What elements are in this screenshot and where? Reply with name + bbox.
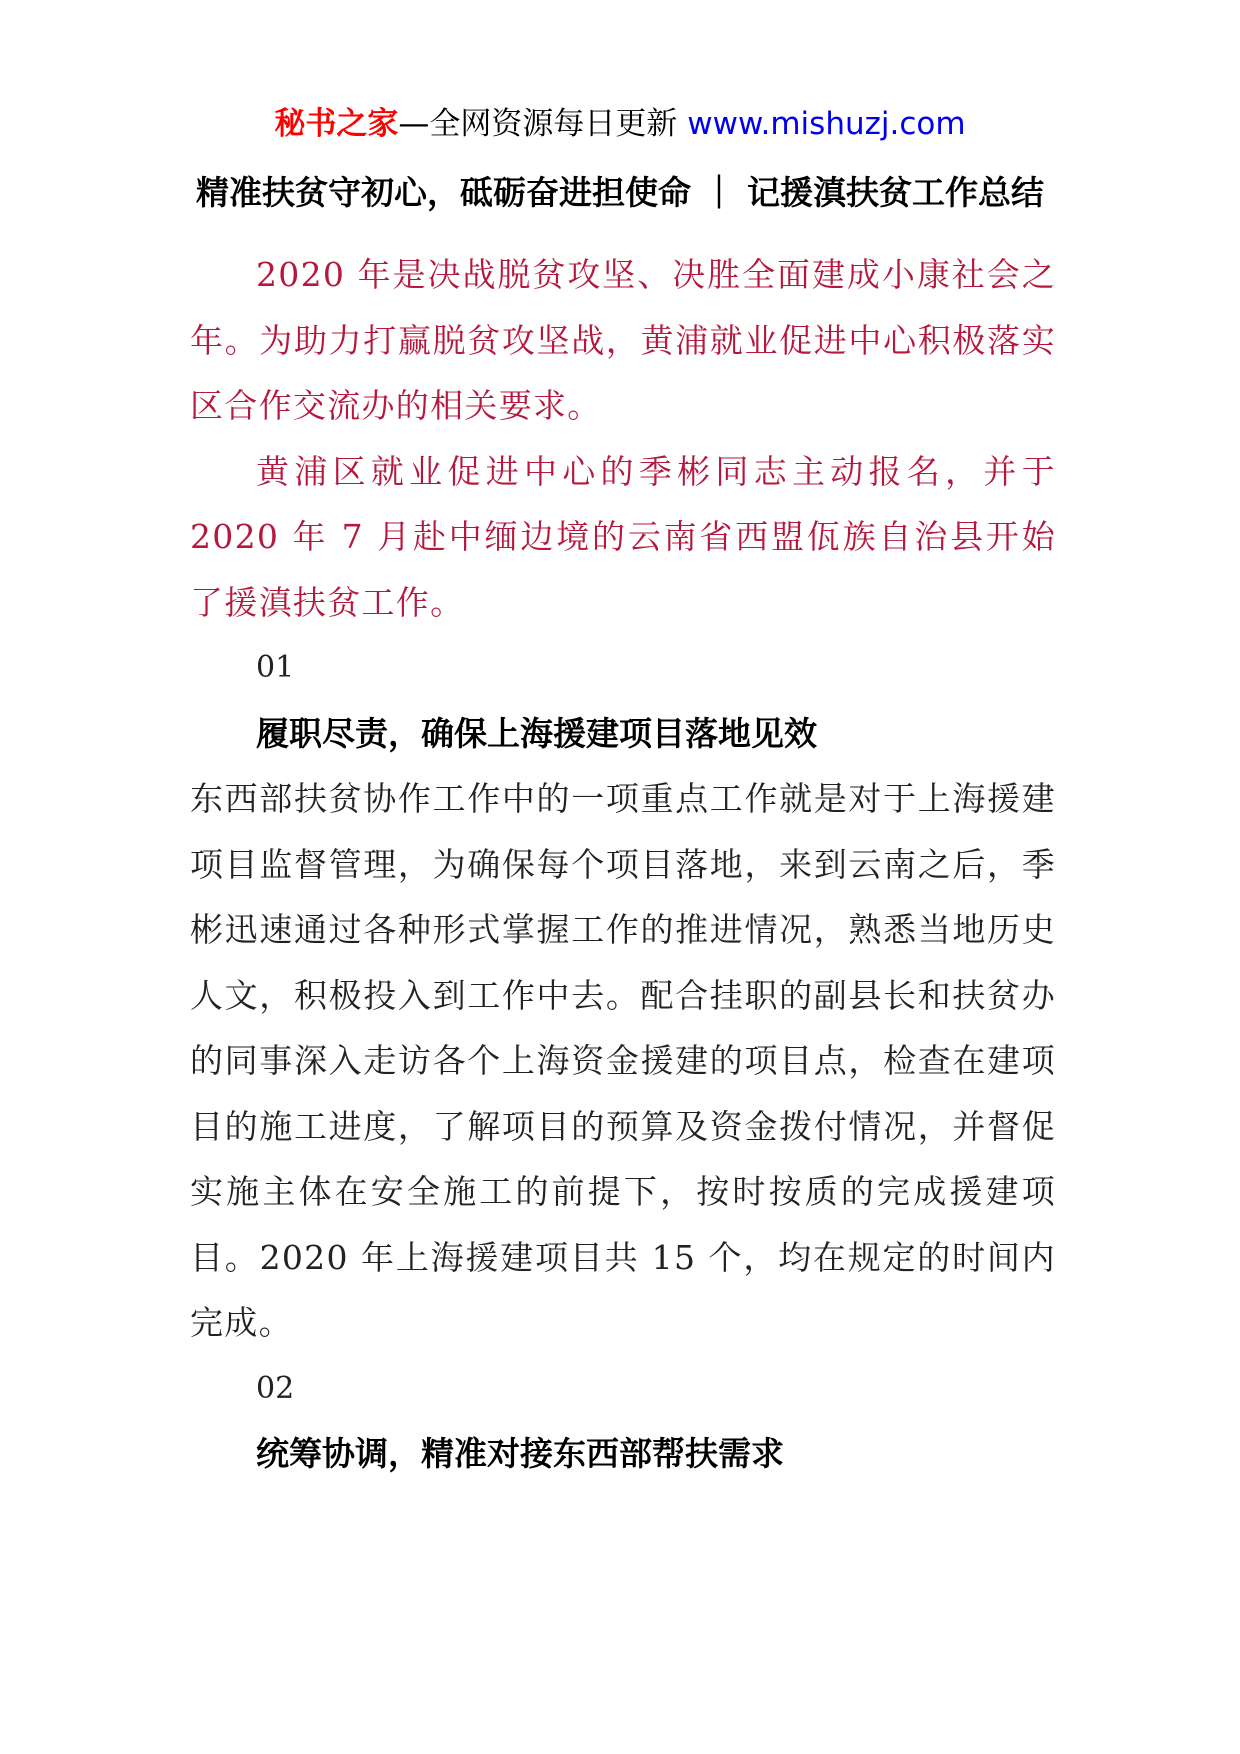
section-number: 01 bbox=[256, 650, 295, 685]
section-heading: 统筹协调，精准对接东西部帮扶需求 bbox=[256, 1434, 784, 1473]
site-header bbox=[0, 98, 1240, 150]
site-slogan: —全网资源每日更新 bbox=[398, 106, 688, 142]
site-url-link[interactable]: www.mishuzj.com bbox=[687, 106, 966, 142]
brand-name: 秘书之家 bbox=[274, 106, 399, 142]
document-body bbox=[190, 242, 1056, 1487]
section-body: 东西部扶贫协作工作中的一项重点工作就是对于上海援建项目监督管理，为确保每个项目落地，来到云南之后，季彬迅速通过各种形式掌握工作的推进情况，熟悉当地历史人文，积极投入到工作中去。配合挂职的副县长和扶贫办的同事深入走访各个上海资金援建的项目点，检查在建项目的施工进度，了解项目的预算及资金拨付情况，并督促实施主体在安全施工的前提下，按时按质的完成援建项目。2020 年上海援建项目共 15 个，均在规定的时间内完成。 bbox=[190, 779, 1056, 1342]
intro-paragraph: 2020 年是决战脱贫攻坚、决胜全面建成小康社会之年。为助力打赢脱贫攻坚战，黄浦就业促进中心积极落实区合作交流办的相关要求。 bbox=[190, 255, 1056, 425]
intro-paragraph: 黄浦区就业促进中心的季彬同志主动报名，并于 2020 年 7 月赴中缅边境的云南省西盟佤族自治县开始了援滇扶贫工作。 bbox=[190, 451, 1056, 622]
document-title: 精准扶贫守初心，砥砺奋进担使命 ｜ 记援滇扶贫工作总结 bbox=[196, 173, 1044, 212]
section-number: 02 bbox=[256, 1370, 295, 1406]
section-heading: 履职尽责，确保上海援建项目落地见效 bbox=[256, 713, 817, 753]
